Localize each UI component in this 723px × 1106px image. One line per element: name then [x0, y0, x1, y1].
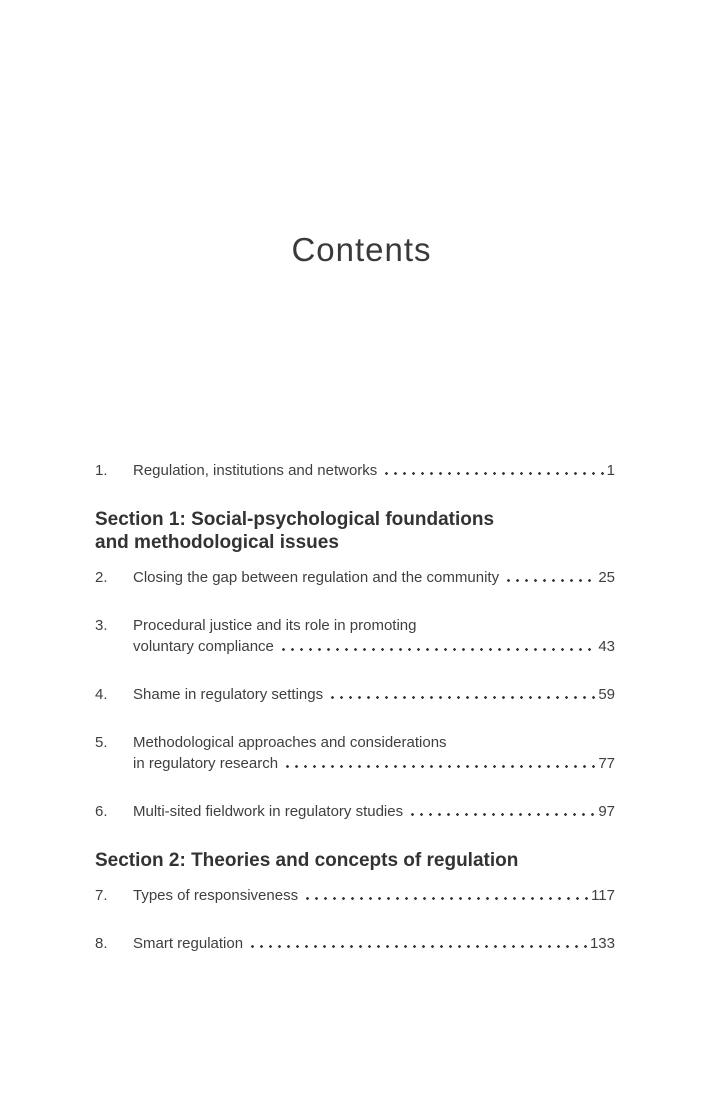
- entry-title: Smart regulation: [133, 935, 244, 952]
- entry-title: voluntary compliance: [133, 638, 274, 655]
- toc-list: [95, 460, 615, 954]
- entry-number: 4.: [95, 686, 108, 703]
- section-heading-line: Section 2: Theories and concepts of regulation: [95, 850, 519, 871]
- entry-body: [133, 567, 615, 588]
- page-number: 25: [598, 569, 615, 586]
- page-number: 117: [591, 887, 615, 904]
- entry-body: [133, 615, 615, 657]
- page-number: 59: [598, 686, 615, 703]
- entry-title: Closing the gap between regulation and the community: [133, 569, 500, 586]
- toc-entry: [95, 460, 615, 481]
- toc-entry: [95, 732, 615, 774]
- entry-line: [133, 615, 615, 636]
- entry-title: Methodological approaches and considerations: [133, 734, 447, 751]
- entry-number: 8.: [95, 935, 108, 952]
- entry-number: 2.: [95, 569, 108, 586]
- dot-leader: [248, 933, 589, 954]
- entry-line: [133, 732, 615, 753]
- entry-body: [133, 684, 615, 705]
- entry-number: 3.: [95, 617, 108, 634]
- section-heading-line: Section 1: Social-psychological foundations: [95, 509, 495, 530]
- toc-entry: [95, 684, 615, 705]
- entry-title: Regulation, institutions and networks: [133, 462, 378, 479]
- dot-leader: [283, 753, 597, 774]
- section-heading: [95, 508, 615, 554]
- dot-leader: [408, 801, 597, 822]
- section-heading-line: and methodological issues: [95, 532, 339, 553]
- entry-number: 5.: [95, 734, 108, 751]
- entry-line: [133, 636, 615, 657]
- entry-body: [133, 885, 615, 906]
- entry-title: in regulatory research: [133, 755, 279, 772]
- entry-body: [133, 933, 615, 954]
- toc-entry: [95, 885, 615, 906]
- dot-leader: [279, 636, 597, 657]
- toc-entry: [95, 933, 615, 954]
- entry-body: [133, 801, 615, 822]
- entry-line: [133, 801, 615, 822]
- entry-title: Shame in regulatory settings: [133, 686, 324, 703]
- toc-entry: [95, 801, 615, 822]
- page-number: 1: [606, 462, 615, 479]
- entry-line: [133, 567, 615, 588]
- section-heading: [95, 849, 615, 872]
- page-number: 77: [598, 755, 615, 772]
- page-number: 133: [589, 935, 615, 952]
- dot-leader: [303, 885, 590, 906]
- page-number: 43: [598, 638, 615, 655]
- dot-leader: [504, 567, 597, 588]
- entry-number: 1.: [95, 462, 108, 479]
- entry-title: Procedural justice and its role in promoting: [133, 617, 417, 634]
- entry-line: [133, 885, 615, 906]
- page-title: Contents: [291, 231, 432, 268]
- entry-body: [133, 732, 615, 774]
- page-number: 97: [598, 803, 615, 820]
- toc-entry: [95, 615, 615, 657]
- entry-title: Multi-sited fieldwork in regulatory studies: [133, 803, 404, 820]
- entry-number: 6.: [95, 803, 108, 820]
- entry-number: 7.: [95, 887, 108, 904]
- entry-title: Types of responsiveness: [133, 887, 299, 904]
- entry-line: [133, 460, 615, 481]
- entry-line: [133, 753, 615, 774]
- toc-entry: [95, 567, 615, 588]
- entry-body: [133, 460, 615, 481]
- dot-leader: [382, 460, 605, 481]
- entry-line: [133, 933, 615, 954]
- dot-leader: [328, 684, 597, 705]
- entry-line: [133, 684, 615, 705]
